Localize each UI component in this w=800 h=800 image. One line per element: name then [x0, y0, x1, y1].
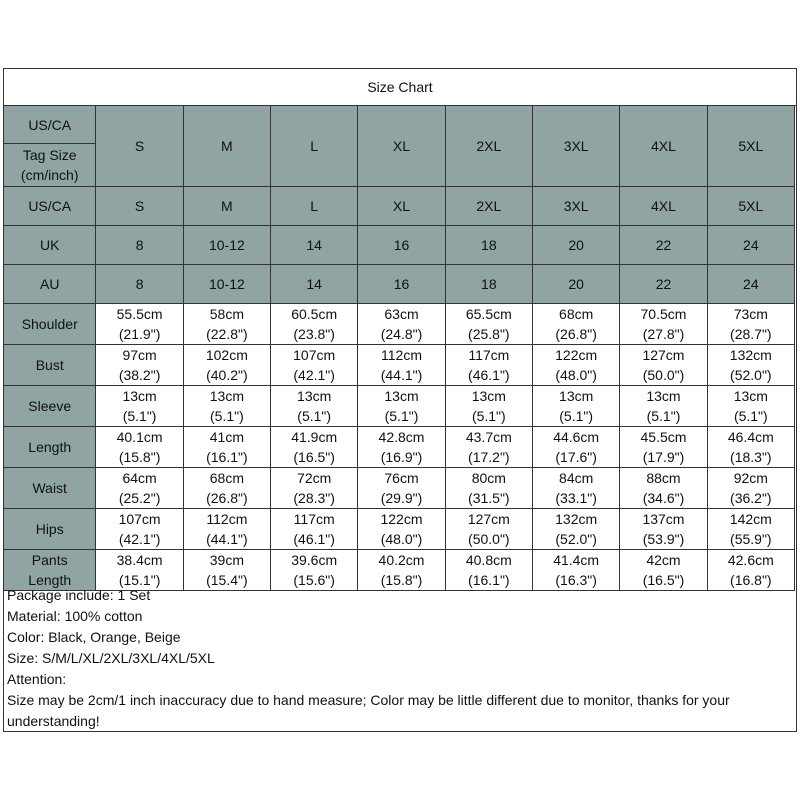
region-size-cell: 22	[620, 226, 707, 265]
size-note: Size: S/M/L/XL/2XL/3XL/4XL/5XL	[7, 650, 215, 666]
region-size-cell: L	[271, 187, 358, 226]
measure-row-1	[4, 304, 795, 345]
region-row-2	[4, 226, 795, 265]
inch-value: (36.2")	[730, 490, 772, 506]
measure-cell	[96, 427, 183, 468]
size-header: L	[271, 106, 358, 187]
inch-value: (16.5")	[293, 449, 335, 465]
cm-value: 107cm	[118, 511, 161, 527]
cm-value: 63cm	[384, 306, 419, 322]
size-header: 3XL	[532, 106, 619, 187]
measure-cell	[183, 427, 270, 468]
cm-value: 43.7cm	[465, 429, 512, 445]
measure-cell	[445, 345, 532, 386]
cm-value: 64cm	[122, 470, 157, 486]
inch-value: (27.8")	[642, 326, 685, 342]
measure-row-4	[4, 427, 795, 468]
region-size-cell: S	[96, 187, 183, 226]
region-size-cell: 10-12	[183, 265, 270, 304]
cm-value: 60.5cm	[291, 306, 338, 322]
measure-cell	[445, 386, 532, 427]
inch-value: (15.8")	[118, 449, 161, 465]
cm-value: 13cm	[297, 388, 332, 404]
measure-cell	[445, 468, 532, 509]
cm-value: 122cm	[555, 347, 598, 363]
cm-value: 41.4cm	[553, 552, 600, 568]
cm-value: 38.4cm	[116, 552, 163, 568]
region-size-cell: 20	[532, 226, 619, 265]
inch-value: (52.0")	[730, 367, 772, 383]
cm-value: 127cm	[642, 347, 685, 363]
measure-cell	[445, 427, 532, 468]
measure-cell	[358, 427, 445, 468]
cm-value: 72cm	[297, 470, 332, 486]
cm-value: 68cm	[559, 306, 594, 322]
measure-label: Bust	[4, 345, 96, 386]
region-label: UK	[4, 226, 96, 265]
cm-value: 13cm	[733, 388, 768, 404]
cm-value: 42.6cm	[727, 552, 774, 568]
cm-value: 40.2cm	[378, 552, 425, 568]
measure-cell	[532, 386, 619, 427]
cm-value: 41cm	[209, 429, 244, 445]
cm-value: 13cm	[646, 388, 681, 404]
measure-cell	[358, 345, 445, 386]
cm-value: 84cm	[559, 470, 594, 486]
cm-value: 117cm	[468, 347, 510, 363]
measure-row-6	[4, 509, 795, 550]
size-header: M	[183, 106, 270, 187]
measure-cell	[358, 386, 445, 427]
inch-value: (25.8")	[468, 326, 510, 342]
measure-cell	[445, 304, 532, 345]
measure-cell	[183, 304, 270, 345]
measure-cell	[96, 509, 183, 550]
cm-value: 132cm	[729, 347, 772, 363]
measure-cell	[96, 345, 183, 386]
cm-value: 102cm	[205, 347, 248, 363]
cm-value: 42cm	[646, 552, 681, 568]
measure-cell	[183, 509, 270, 550]
cm-value: 122cm	[380, 511, 423, 527]
inch-value: (16.5")	[642, 572, 685, 588]
material-note: Material: 100% cotton	[7, 608, 143, 624]
cm-value: 65.5cm	[465, 306, 512, 322]
inch-value: (5.1")	[384, 408, 419, 424]
measure-cell	[707, 509, 794, 550]
cm-value: 142cm	[729, 511, 772, 527]
cm-value: 107cm	[293, 347, 336, 363]
package-note: Package include: 1 Set	[7, 587, 151, 603]
measure-cell	[183, 468, 270, 509]
region-size-cell: 16	[358, 265, 445, 304]
inch-value: (48.0")	[555, 367, 597, 383]
measure-cell	[96, 304, 183, 345]
region-label: US/CA	[4, 187, 96, 226]
region-row-3	[4, 265, 795, 304]
cm-value: 13cm	[384, 388, 419, 404]
inch-value: (50.0")	[468, 531, 510, 547]
cm-value: 13cm	[559, 388, 594, 404]
inch-value: (50.0")	[642, 367, 685, 383]
inch-value: (17.2")	[468, 449, 510, 465]
inch-value: (15.4")	[206, 572, 248, 588]
region-size-cell: 24	[707, 226, 794, 265]
inch-value: (28.7")	[730, 326, 772, 342]
cm-value: 137cm	[642, 511, 685, 527]
measure-cell	[271, 427, 358, 468]
measure-row-2	[4, 345, 795, 386]
measure-cell	[271, 468, 358, 509]
region-size-cell: 2XL	[445, 187, 532, 226]
inch-value: (24.8")	[380, 326, 423, 342]
measure-cell	[620, 345, 707, 386]
region-row-1	[4, 187, 795, 226]
measure-label: Sleeve	[4, 386, 96, 427]
region-size-cell: 24	[707, 265, 794, 304]
size-header: 4XL	[620, 106, 707, 187]
inch-value: (17.9")	[642, 449, 685, 465]
cm-value: 46.4cm	[727, 429, 774, 445]
chart-title: Size Chart	[4, 69, 796, 106]
inch-value: (28.3")	[293, 490, 335, 506]
inch-value: (22.8")	[206, 326, 248, 342]
cm-value: 13cm	[471, 388, 506, 404]
measure-cell	[96, 386, 183, 427]
region-size-cell: 8	[96, 226, 183, 265]
size-chart	[3, 68, 797, 732]
region-size-cell: 10-12	[183, 226, 270, 265]
measure-row-5	[4, 468, 795, 509]
inch-value: (29.9")	[380, 490, 423, 506]
inch-value: (25.2")	[118, 490, 161, 506]
inch-value: (23.8")	[293, 326, 335, 342]
measure-cell	[532, 345, 619, 386]
inch-value: (16.1")	[468, 572, 510, 588]
region-size-cell: 22	[620, 265, 707, 304]
cm-value: 58cm	[209, 306, 244, 322]
color-note: Color: Black, Orange, Beige	[7, 629, 181, 645]
header-row-us	[4, 106, 795, 144]
measure-cell	[358, 509, 445, 550]
tag-size-line2: (cm/inch)	[20, 167, 79, 183]
measure-label: Waist	[4, 468, 96, 509]
cm-value: 40.8cm	[465, 552, 512, 568]
inch-value: (40.2")	[206, 367, 248, 383]
measure-cell	[358, 468, 445, 509]
cm-value: 127cm	[467, 511, 510, 527]
cm-value: 132cm	[555, 511, 598, 527]
cm-value: 73cm	[733, 306, 768, 322]
inch-value: (42.1")	[118, 531, 161, 547]
inch-value: (15.6")	[293, 572, 335, 588]
inch-value: (46.1")	[468, 367, 510, 383]
measure-cell	[271, 304, 358, 345]
measure-cell	[183, 345, 270, 386]
measure-cell	[445, 509, 532, 550]
inch-value: (33.1")	[555, 490, 597, 506]
measure-cell	[620, 509, 707, 550]
measure-cell	[707, 345, 794, 386]
region-size-cell: 5XL	[707, 187, 794, 226]
region-size-cell: 16	[358, 226, 445, 265]
measure-cell	[271, 509, 358, 550]
size-header: 2XL	[445, 106, 532, 187]
inch-value: (18.3")	[730, 449, 772, 465]
inch-value: (5.1")	[297, 408, 332, 424]
measure-cell	[271, 386, 358, 427]
inch-value: (55.9")	[730, 531, 772, 547]
cm-value: 41.9cm	[291, 429, 338, 445]
inch-value: (5.1")	[733, 408, 768, 424]
region-size-cell: M	[183, 187, 270, 226]
measure-cell	[358, 304, 445, 345]
measure-label: Shoulder	[4, 304, 96, 345]
region-size-cell: 18	[445, 265, 532, 304]
measure-label-line: Length	[28, 572, 72, 588]
size-table	[3, 105, 795, 591]
tag-size-line1: Tag Size	[22, 147, 77, 163]
cm-value: 13cm	[122, 388, 157, 404]
inch-value: (16.9")	[380, 449, 423, 465]
measure-cell	[620, 304, 707, 345]
inch-value: (16.8")	[730, 572, 772, 588]
cm-value: 97cm	[122, 347, 157, 363]
inch-value: (26.8")	[555, 326, 597, 342]
inch-value: (17.6")	[555, 449, 597, 465]
inch-value: (5.1")	[559, 408, 594, 424]
region-label: AU	[4, 265, 96, 304]
measure-cell	[532, 427, 619, 468]
disclaimer-note: Size may be 2cm/1 inch inaccuracy due to hand measure; Color may be little different due to monitor, thanks for your understanding!	[7, 692, 730, 729]
cm-value: 40.1cm	[116, 429, 163, 445]
size-header: 5XL	[707, 106, 794, 187]
inch-value: (15.1")	[118, 572, 161, 588]
measure-label: Hips	[4, 509, 96, 550]
inch-value: (34.6")	[642, 490, 685, 506]
inch-value: (16.3")	[555, 572, 597, 588]
measure-cell	[620, 386, 707, 427]
measure-cell	[96, 468, 183, 509]
measure-cell	[532, 509, 619, 550]
measure-label-line: Pants	[31, 552, 68, 568]
region-size-cell: XL	[358, 187, 445, 226]
measure-cell	[532, 468, 619, 509]
inch-value: (53.9")	[642, 531, 685, 547]
inch-value: (26.8")	[206, 490, 248, 506]
inch-value: (5.1")	[646, 408, 681, 424]
region-size-cell: 8	[96, 265, 183, 304]
region-size-cell: 14	[271, 265, 358, 304]
inch-value: (38.2")	[118, 367, 161, 383]
measure-row-3	[4, 386, 795, 427]
region-size-cell: 20	[532, 265, 619, 304]
measure-cell	[620, 468, 707, 509]
cm-value: 80cm	[471, 470, 506, 486]
inch-value: (42.1")	[293, 367, 335, 383]
size-header: S	[96, 106, 183, 187]
cm-value: 39.6cm	[291, 552, 338, 568]
region-size-cell: 18	[445, 226, 532, 265]
tag-size-label	[4, 144, 96, 187]
attention-note: Attention:	[7, 671, 67, 687]
measure-cell	[707, 427, 794, 468]
inch-value: (46.1")	[293, 531, 335, 547]
cm-value: 92cm	[733, 470, 768, 486]
cm-value: 88cm	[646, 470, 681, 486]
measure-cell	[707, 468, 794, 509]
region-size-cell: 3XL	[532, 187, 619, 226]
inch-value: (31.5")	[468, 490, 510, 506]
region-size-cell: 14	[271, 226, 358, 265]
measure-cell	[707, 304, 794, 345]
cm-value: 42.8cm	[378, 429, 425, 445]
cm-value: 112cm	[206, 511, 248, 527]
region-size-cell: 4XL	[620, 187, 707, 226]
cm-value: 112cm	[381, 347, 422, 363]
measure-cell	[532, 304, 619, 345]
cm-value: 117cm	[293, 511, 335, 527]
inch-value: (48.0")	[380, 531, 423, 547]
measure-label: Length	[4, 427, 96, 468]
inch-value: (5.1")	[122, 408, 157, 424]
inch-value: (52.0")	[555, 531, 597, 547]
inch-value: (16.1")	[206, 449, 248, 465]
cm-value: 68cm	[209, 470, 244, 486]
cm-value: 55.5cm	[116, 306, 163, 322]
product-notes	[4, 585, 796, 732]
inch-value: (5.1")	[209, 408, 244, 424]
cm-value: 70.5cm	[640, 306, 687, 322]
cm-value: 44.6cm	[553, 429, 600, 445]
inch-value: (44.1")	[380, 367, 423, 383]
inch-value: (5.1")	[471, 408, 506, 424]
inch-value: (44.1")	[206, 531, 248, 547]
inch-value: (15.8")	[380, 572, 423, 588]
measure-cell	[707, 386, 794, 427]
cm-value: 45.5cm	[640, 429, 687, 445]
header-us-ca-label: US/CA	[4, 106, 96, 144]
cm-value: 76cm	[384, 470, 419, 486]
size-header: XL	[358, 106, 445, 187]
measure-cell	[183, 386, 270, 427]
measure-cell	[271, 345, 358, 386]
cm-value: 39cm	[209, 552, 244, 568]
measure-cell	[620, 427, 707, 468]
cm-value: 13cm	[209, 388, 244, 404]
inch-value: (21.9")	[118, 326, 161, 342]
